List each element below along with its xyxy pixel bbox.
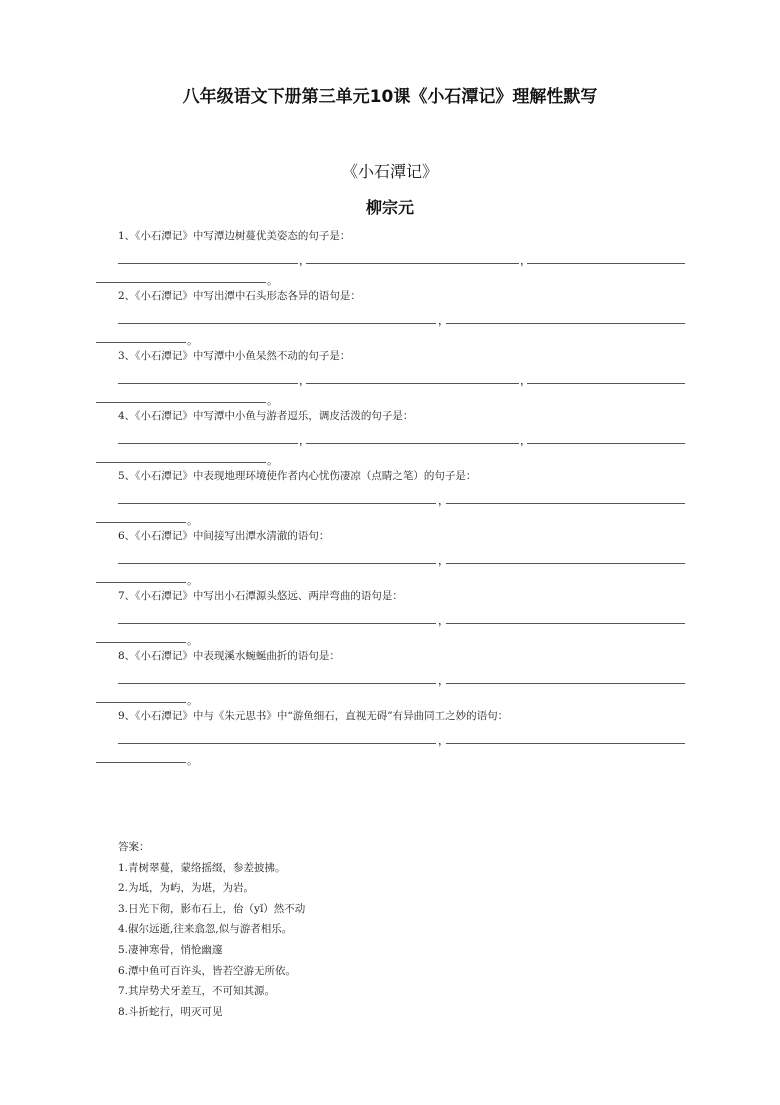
period: 。 xyxy=(267,394,278,407)
answer-blank[interactable] xyxy=(118,563,436,564)
answer-blank[interactable] xyxy=(446,503,685,504)
question-text: 3、《小石潭记》中写潭中小鱼呆然不动的句子是： xyxy=(118,350,351,362)
comma: ， xyxy=(438,734,449,747)
answer-blank[interactable] xyxy=(446,323,685,324)
comma: ， xyxy=(438,554,449,567)
answer-blank[interactable] xyxy=(118,743,436,744)
comma: ， xyxy=(520,434,531,447)
question-3 xyxy=(0,349,780,409)
comma: ， xyxy=(438,614,449,627)
answer-item: 4.俶尔远逝,往来翕忽,似与游者相乐。 xyxy=(118,923,293,936)
answer-blank[interactable] xyxy=(118,263,298,264)
answer-blank[interactable] xyxy=(96,702,186,703)
question-2 xyxy=(0,289,780,349)
question-4 xyxy=(0,409,780,469)
answer-blank[interactable] xyxy=(96,522,186,523)
question-text: 6、《小石潭记》中间接写出潭水清澈的语句： xyxy=(118,530,330,542)
comma: ， xyxy=(520,374,531,387)
question-text: 9、《小石潭记》中与《朱元思书》中“游鱼细石，直视无碍”有异曲同工之妙的语句： xyxy=(118,710,509,722)
question-7 xyxy=(0,589,780,649)
answer-blank[interactable] xyxy=(96,462,266,463)
answer-blank[interactable] xyxy=(118,503,436,504)
comma: ， xyxy=(438,314,449,327)
answer-blank[interactable] xyxy=(306,383,519,384)
question-text: 1、《小石潭记》中写潭边树蔓优美姿态的句子是： xyxy=(118,230,351,242)
period: 。 xyxy=(267,454,278,467)
answer-blank[interactable] xyxy=(118,623,436,624)
comma: ， xyxy=(438,494,449,507)
answer-blank[interactable] xyxy=(118,323,436,324)
answer-blank[interactable] xyxy=(118,683,436,684)
answer-blank[interactable] xyxy=(96,642,186,643)
answer-blank[interactable] xyxy=(446,623,685,624)
question-text: 4、《小石潭记》中写潭中小鱼与游者逗乐，调皮活泼的句子是： xyxy=(118,410,414,422)
answer-blank[interactable] xyxy=(446,563,685,564)
answer-item: 8.斗折蛇行，明灭可见 xyxy=(118,1005,223,1018)
question-text: 7、《小石潭记》中写出小石潭源头悠远、两岸弯曲的语句是： xyxy=(118,590,403,602)
answer-blank[interactable] xyxy=(306,443,519,444)
answer-item: 5.凄神寒骨，悄怆幽邃 xyxy=(118,943,223,956)
answer-list xyxy=(118,861,305,1019)
period: 。 xyxy=(187,694,198,707)
period: 。 xyxy=(187,634,198,647)
question-text: 5、《小石潭记》中表现地理环境使作者内心忧伤凄凉（点睛之笔）的句子是： xyxy=(118,470,477,482)
answer-blank[interactable] xyxy=(527,443,685,444)
question-1 xyxy=(0,229,780,289)
answer-blank[interactable] xyxy=(118,383,298,384)
answer-section xyxy=(118,840,305,1019)
question-text: 2、《小石潭记》中写出潭中石头形态各异的语句是： xyxy=(118,290,361,302)
answer-blank[interactable] xyxy=(527,263,685,264)
question-5 xyxy=(0,469,780,529)
poem-author: 柳宗元 xyxy=(365,198,414,217)
answer-blank[interactable] xyxy=(96,342,186,343)
question-8 xyxy=(0,649,780,709)
answer-blank[interactable] xyxy=(446,743,685,744)
period: 。 xyxy=(267,274,278,287)
answer-blank[interactable] xyxy=(96,762,186,763)
comma: ， xyxy=(299,374,310,387)
question-list xyxy=(0,229,780,769)
period: 。 xyxy=(187,574,198,587)
answer-item: 1.青树翠蔓，蒙络摇缀，参差披拂。 xyxy=(118,861,286,874)
answer-blank[interactable] xyxy=(527,383,685,384)
period: 。 xyxy=(187,334,198,347)
comma: ， xyxy=(299,254,310,267)
period: 。 xyxy=(187,514,198,527)
answer-heading: 答案： xyxy=(118,841,150,853)
answer-blank[interactable] xyxy=(306,263,519,264)
answer-item: 7.其岸势犬牙差互，不可知其源。 xyxy=(118,985,276,998)
poem-title: 《小石潭记》 xyxy=(341,162,438,181)
comma: ， xyxy=(438,674,449,687)
answer-blank[interactable] xyxy=(96,402,266,403)
answer-item: 3.日光下彻，影布石上，佁（yǐ）然不动 xyxy=(118,902,306,915)
answer-blank[interactable] xyxy=(118,443,298,444)
answer-blank[interactable] xyxy=(446,683,685,684)
question-6 xyxy=(0,529,780,589)
answer-blank[interactable] xyxy=(96,282,266,283)
answer-item: 2.为坻，为屿，为堪，为岩。 xyxy=(118,882,255,895)
question-9 xyxy=(0,709,780,769)
question-text: 8、《小石潭记》中表现溪水蜿蜒曲折的语句是： xyxy=(118,650,340,662)
comma: ， xyxy=(299,434,310,447)
page-title: 八年级语文下册第三单元10课《小石潭记》理解性默写 xyxy=(182,87,598,107)
answer-item: 6.潭中鱼可百许头，皆若空游无所依。 xyxy=(118,964,297,977)
comma: ， xyxy=(520,254,531,267)
answer-blank[interactable] xyxy=(96,582,186,583)
period: 。 xyxy=(187,754,198,767)
